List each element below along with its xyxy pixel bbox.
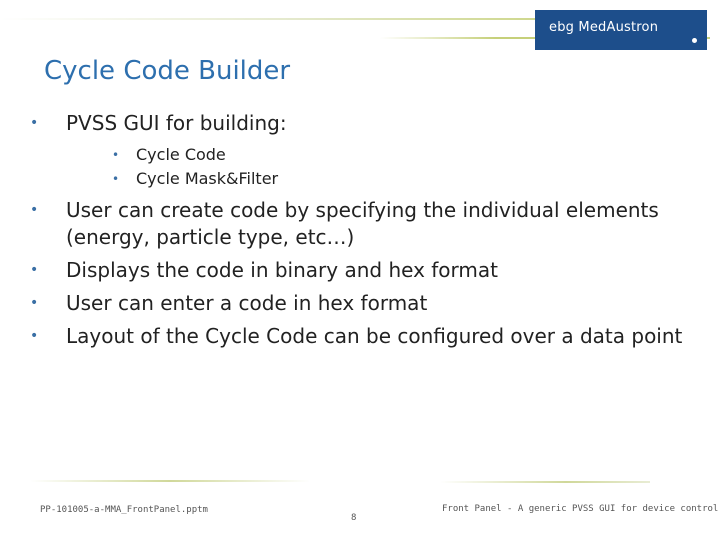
bullet-text: Displays the code in binary and hex format bbox=[66, 258, 498, 282]
bullet-dot-icon: • bbox=[30, 262, 39, 278]
bullet-text: Layout of the Cycle Code can be configured over a data point bbox=[66, 324, 683, 348]
bullet-dot-icon: • bbox=[30, 295, 39, 311]
bullet-text: User can create code by specifying the individual elements (energy, particle type, etc…) bbox=[66, 198, 659, 249]
logo-text: ebg MedAustron bbox=[549, 20, 659, 35]
logo-dot-icon bbox=[692, 38, 697, 43]
footer-page-number: 8 bbox=[351, 513, 357, 523]
sub-bullet-list bbox=[66, 143, 698, 191]
sub-bullet-item bbox=[66, 143, 698, 167]
slide-title: Cycle Code Builder bbox=[44, 56, 291, 86]
bullet-dot-icon: • bbox=[30, 202, 39, 218]
bullet-text: PVSS GUI for building: bbox=[66, 111, 287, 135]
sub-bullet-dot-icon: • bbox=[112, 148, 120, 162]
footer-file-name: PP-101005-a-MMA_FrontPanel.pptm bbox=[40, 505, 208, 515]
header-rule-top bbox=[0, 18, 535, 20]
bullet-item bbox=[28, 110, 698, 191]
bullet-list bbox=[28, 110, 698, 350]
footer-presentation-title: Front Panel - A generic PVSS GUI for device control bbox=[442, 504, 719, 514]
sub-bullet-dot-icon: • bbox=[112, 172, 120, 186]
bullet-item bbox=[28, 323, 698, 350]
bullet-item bbox=[28, 197, 698, 251]
sub-bullet-text: Cycle Code bbox=[136, 145, 226, 164]
bullet-item bbox=[28, 290, 698, 317]
footer-rule-left bbox=[30, 480, 310, 482]
footer-rule-right bbox=[440, 481, 650, 483]
bullet-dot-icon: • bbox=[30, 115, 39, 131]
company-logo bbox=[535, 10, 707, 50]
sub-bullet-item bbox=[66, 167, 698, 191]
bullet-item bbox=[28, 257, 698, 284]
bullet-text: User can enter a code in hex format bbox=[66, 291, 428, 315]
bullet-dot-icon: • bbox=[30, 328, 39, 344]
sub-bullet-text: Cycle Mask&Filter bbox=[136, 169, 279, 188]
